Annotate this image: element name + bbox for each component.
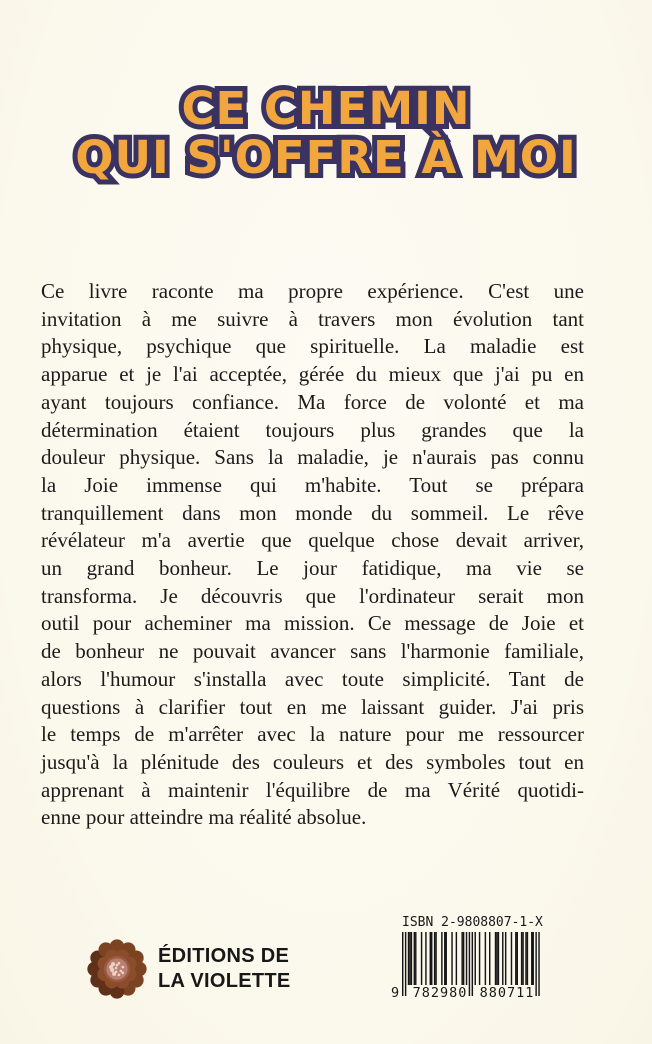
publisher-name-line2: LA VIOLETTE bbox=[158, 970, 291, 992]
body-text-line: détermination étaient toujours plus grandes que la bbox=[41, 417, 584, 442]
body-text-line: physique, psychique que spirituelle. La maladie est bbox=[41, 334, 584, 359]
back-cover-text bbox=[41, 278, 584, 832]
body-text-line: révélateur m'a avertie que quelque chose devait arriver, bbox=[41, 528, 584, 553]
body-text-line: apparue et je l'ai acceptée, gérée du mieux que j'ai pu en bbox=[41, 362, 584, 387]
book-title-line2: QUI S'OFFRE À MOI QUI S'OFFRE À MOI bbox=[0, 133, 652, 182]
body-text-line: la Joie immense qui m'habite. Tout se prépara bbox=[41, 472, 584, 497]
body-text-line: alors l'humour s'installa avec toute simplicité. Tant de bbox=[41, 666, 584, 691]
isbn-label: ISBN 2-9808807-1-X bbox=[402, 915, 543, 930]
body-text-line: questions à clarifier tout en me laissant guider. J'ai pris bbox=[41, 694, 584, 719]
body-text-line: apprenant à maintenir l'équilibre de ma Vérité quotidi- bbox=[41, 777, 584, 802]
barcode-block bbox=[391, 915, 543, 1004]
barcode-digits-right: 880711 bbox=[479, 985, 535, 1001]
body-text-line: ayant toujours confiance. Ma force de volonté et ma bbox=[41, 389, 584, 414]
body-text-line: douleur physique. Sans la maladie, je n'aurais pas connu bbox=[41, 445, 584, 470]
publisher-name-line1: ÉDITIONS DE bbox=[158, 945, 290, 967]
publisher-name bbox=[158, 944, 291, 994]
body-text-line: de bonheur ne pouvait avancer sans l'harmonie familiale, bbox=[41, 639, 584, 664]
barcode-bars bbox=[391, 932, 540, 1004]
body-text-line: tranquillement dans mon monde du sommeil. Le rêve bbox=[41, 500, 584, 525]
violette-flower-logo bbox=[86, 938, 148, 1000]
body-text-line: transforma. Je découvris que l'ordinateur serait mon bbox=[41, 583, 584, 608]
book-title-line1: CE CHEMIN CE CHEMIN bbox=[0, 84, 652, 133]
book-title bbox=[0, 84, 652, 182]
body-text-line: outil pour acheminer ma mission. Ce message de Joie et bbox=[41, 611, 584, 636]
body-text-line: enne pour atteindre ma réalité absolue. bbox=[41, 805, 367, 830]
barcode-digit-first: 9 bbox=[391, 985, 400, 1001]
body-text-line: jusqu'à la plénitude des couleurs et des symboles tout en bbox=[41, 749, 584, 774]
body-text-line: le temps de m'arrêter avec la nature pour me ressourcer bbox=[41, 722, 584, 747]
body-text-line: invitation à me suivre à travers mon évolution tant bbox=[41, 306, 584, 331]
barcode-digits-left: 782980 bbox=[412, 985, 468, 1001]
barcode-digits bbox=[391, 984, 540, 1002]
body-text-line: un grand bonheur. Le jour fatidique, ma vie se bbox=[41, 556, 584, 581]
body-text-line: Ce livre raconte ma propre expérience. C'est une bbox=[41, 279, 584, 303]
